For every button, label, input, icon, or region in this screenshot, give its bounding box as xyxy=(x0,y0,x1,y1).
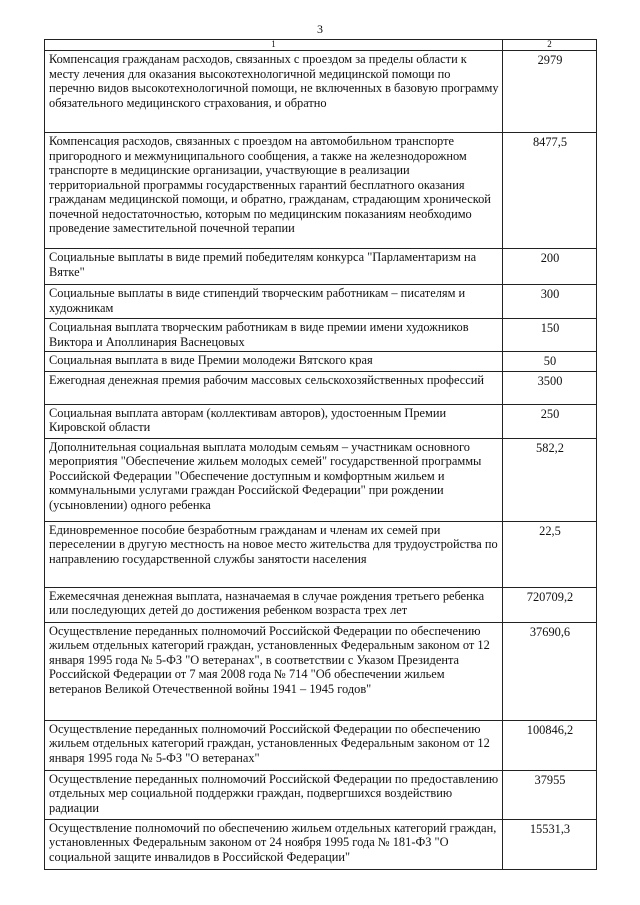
row-amount: 15531,3 xyxy=(503,819,597,869)
row-description: Социальная выплата в виде Премии молодежи Вятского края xyxy=(45,352,503,372)
row-amount: 50 xyxy=(503,352,597,372)
table-row xyxy=(45,622,597,720)
header-col-1: 1 xyxy=(45,40,503,51)
row-amount: 150 xyxy=(503,319,597,352)
row-amount: 8477,5 xyxy=(503,133,597,249)
page-number: 3 xyxy=(317,22,323,36)
table-row xyxy=(45,133,597,249)
table-row xyxy=(45,438,597,521)
expenditure-table xyxy=(44,39,597,870)
row-amount: 22,5 xyxy=(503,521,597,587)
row-description: Единовременное пособие безработным гражданам и членам их семей при переселении в другую местность на новое место жительства для трудоустройства по направлению государственной службы занятости населения xyxy=(45,521,503,587)
header-col-2: 2 xyxy=(503,40,597,51)
row-description: Ежегодная денежная премия рабочим массовых сельскохозяйственных профессий xyxy=(45,371,503,404)
table-row xyxy=(45,587,597,622)
row-amount: 250 xyxy=(503,404,597,438)
row-amount: 2979 xyxy=(503,51,597,133)
row-description: Социальные выплаты в виде стипендий творческим работникам – писателям и художникам xyxy=(45,285,503,319)
table-row xyxy=(45,521,597,587)
row-amount: 3500 xyxy=(503,371,597,404)
row-description: Осуществление переданных полномочий Российской Федерации по обеспечению жильем отдельных категорий граждан, установленных Федеральным законом от 12 января 1995 года № 5-ФЗ "О ветеранах", в соответствии с Указом Президента Российской Федерации от 7 мая 2008 года № 714 "Об обеспечении жильем ветеранов Великой Отечественной войны 1941 – 1945 годов" xyxy=(45,622,503,720)
table-header-row xyxy=(45,40,597,51)
table-row xyxy=(45,404,597,438)
table-row xyxy=(45,249,597,285)
row-amount: 100846,2 xyxy=(503,720,597,770)
table-row xyxy=(45,352,597,372)
table-row xyxy=(45,51,597,133)
table-row xyxy=(45,720,597,770)
row-amount: 37690,6 xyxy=(503,622,597,720)
table-row xyxy=(45,319,597,352)
row-description: Социальная выплата авторам (коллективам авторов), удостоенным Премии Кировской области xyxy=(45,404,503,438)
table-row xyxy=(45,371,597,404)
row-description: Ежемесячная денежная выплата, назначаемая в случае рождения третьего ребенка или последующих детей до достижения ребенком возраста трех лет xyxy=(45,587,503,622)
row-amount: 720709,2 xyxy=(503,587,597,622)
row-description: Компенсация гражданам расходов, связанных с проездом за пределы области к месту лечения для оказания высокотехнологичной медицинской помощи по перечню видов высокотехнологичной помощи, не включенных в базовую программу обязательного медицинского страхования, и обратно xyxy=(45,51,503,133)
row-description: Дополнительная социальная выплата молодым семьям – участникам основного мероприятия "Обеспечение жильем молодых семей" государственной программы Российской Федерации "Обеспечение доступным и комфортным жильем и коммунальными услугами граждан Российской Федерации" при рождении (усыновлении) одного ребенка xyxy=(45,438,503,521)
row-amount: 582,2 xyxy=(503,438,597,521)
table-row xyxy=(45,285,597,319)
row-description: Осуществление полномочий по обеспечению жильем отдельных категорий граждан, установленных Федеральным законом от 24 ноября 1995 года № 181-ФЗ "О социальной защите инвалидов в Российской Федерации" xyxy=(45,819,503,869)
row-amount: 300 xyxy=(503,285,597,319)
row-amount: 37955 xyxy=(503,770,597,819)
table-row xyxy=(45,819,597,869)
table-row xyxy=(45,770,597,819)
row-description: Социальные выплаты в виде премий победителям конкурса "Парламентаризм на Вятке" xyxy=(45,249,503,285)
row-description: Компенсация расходов, связанных с проездом на автомобильном транспорте пригородного и межмуниципального сообщения, а также на железнодорожном транспорте в медицинские организации, участвующие в реализации территориальной программы государственных гарантий бесплатного оказания гражданам медицинской помощи, и обратно, гражданам, страдающим хронической почечной недостаточностью, которым по медицинским показаниям необходимо проведение заместительной почечной терапии xyxy=(45,133,503,249)
row-description: Социальная выплата творческим работникам в виде премии имени художников Виктора и Аполлинария Васнецовых xyxy=(45,319,503,352)
row-description: Осуществление переданных полномочий Российской Федерации по предоставлению отдельных мер социальной поддержки граждан, подвергшихся воздействию радиации xyxy=(45,770,503,819)
row-amount: 200 xyxy=(503,249,597,285)
row-description: Осуществление переданных полномочий Российской Федерации по обеспечению жильем отдельных категорий граждан, установленных Федеральным законом от 12 января 1995 года № 5-ФЗ "О ветеранах" xyxy=(45,720,503,770)
